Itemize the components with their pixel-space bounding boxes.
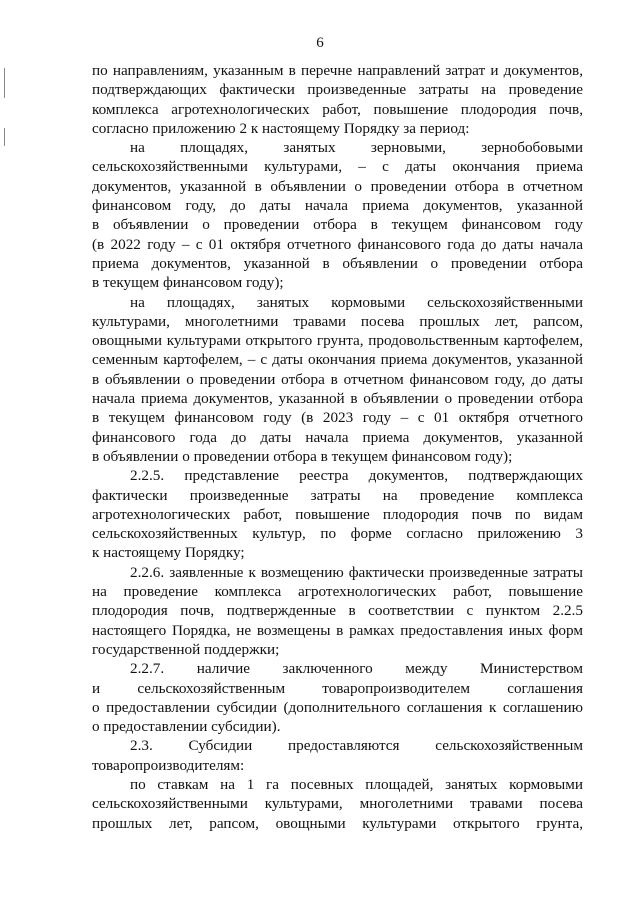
text-line: подтверждающих фактически произведенные затраты на проведение (92, 81, 583, 99)
text-line: в объявлении о проведении отбора в текущем финансовом году); (92, 447, 513, 465)
text-line: и сельскохозяйственным товаропроизводителем соглашения (92, 679, 583, 697)
text-line: по направлениям, указанным в перечне направлений затрат и документов, (92, 62, 583, 79)
text-line: финансового года до даты начала приема документов, указанной (92, 428, 583, 446)
text-line: фактически произведенные затраты на проведение комплекса (92, 486, 583, 504)
text-line: на проведение комплекса агротехнологических работ, повышение (92, 583, 583, 601)
text-line: агротехнологических работ, повышение плодородия почв по видам (92, 505, 583, 523)
scan-edge-mark (4, 68, 5, 98)
text-line: 2.3. Субсидии предоставляются сельскохозяйственным (130, 737, 583, 755)
text-line: плодородия почв, подтвержденные в соответствии с пунктом 2.2.5 (92, 602, 583, 620)
text-line: сельскохозяйственными культурами, – с даты окончания приема (92, 158, 583, 176)
text-line: начала приема документов, указанной в объявлении о проведении отбора (92, 390, 583, 408)
text-line: настоящего Порядка, не возмещены в рамках предоставления иных форм (92, 621, 583, 639)
text-line: 2.2.5. представление реестра документов, подтверждающих (130, 467, 583, 485)
text-line: овощными культурами открытого грунта, продовольственным картофелем, (92, 332, 583, 350)
text-line: (в 2022 году – с 01 октября отчетного финансового года до даты начала (92, 235, 583, 253)
text-line: государственной поддержки; (92, 640, 280, 658)
text-line: на площадях, занятых кормовыми сельскохозяйственными (130, 293, 583, 311)
text-line: приема документов, указанной в объявлении о проведении отбора (92, 254, 583, 272)
text-line: к настоящему Порядку; (92, 544, 245, 562)
scan-edge-mark (4, 128, 5, 146)
text-line: в текущем финансовом году); (92, 274, 284, 292)
text-line: культурами, многолетними травами посева прошлых лет, рапсом, (92, 312, 583, 330)
text-line: о предоставлении субсидии (дополнительного соглашения к соглашению (92, 698, 583, 716)
page-number: 6 (316, 35, 324, 51)
text-line: в объявлении о проведении отбора в отчетном финансовом году, до даты (92, 370, 583, 388)
text-line: в текущем финансовом году (в 2023 году – с 01 октября отчетного (92, 409, 583, 427)
text-line: 2.2.7. наличие заключенного между Министерством (130, 660, 583, 678)
text-line: на площадях, занятых зерновыми, зернобобовыми (130, 139, 583, 157)
text-line: 2.2.6. заявленные к возмещению фактически произведенные затраты (130, 563, 583, 581)
text-line: финансовом году, до даты начала приема документов, указанной (92, 197, 583, 215)
text-line: документов, указанной в объявлении о проведении отбора в отчетном (92, 177, 583, 195)
text-line: прошлых лет, рапсом, овощными культурами открытого грунта, (92, 814, 583, 832)
text-line: о предоставлении субсидии). (92, 718, 281, 736)
text-line: комплекса агротехнологических работ, повышение плодородия почв, (92, 100, 583, 118)
text-line: сельскохозяйственных культур, по форме согласно приложению 3 (92, 525, 583, 543)
text-line: сельскохозяйственными культурами, многолетними травами посева (92, 795, 583, 813)
text-line: согласно приложению 2 к настоящему Порядку за период: (92, 119, 470, 137)
text-line: в объявлении о проведении отбора в текущем финансовом году (92, 216, 583, 234)
text-line: по ставкам на 1 га посевных площадей, занятых кормовыми (130, 775, 583, 793)
document-body (92, 61, 583, 833)
text-line: товаропроизводителям: (92, 756, 245, 774)
text-line: семенным картофелем, – с даты окончания приема документов, указанной (92, 351, 583, 369)
